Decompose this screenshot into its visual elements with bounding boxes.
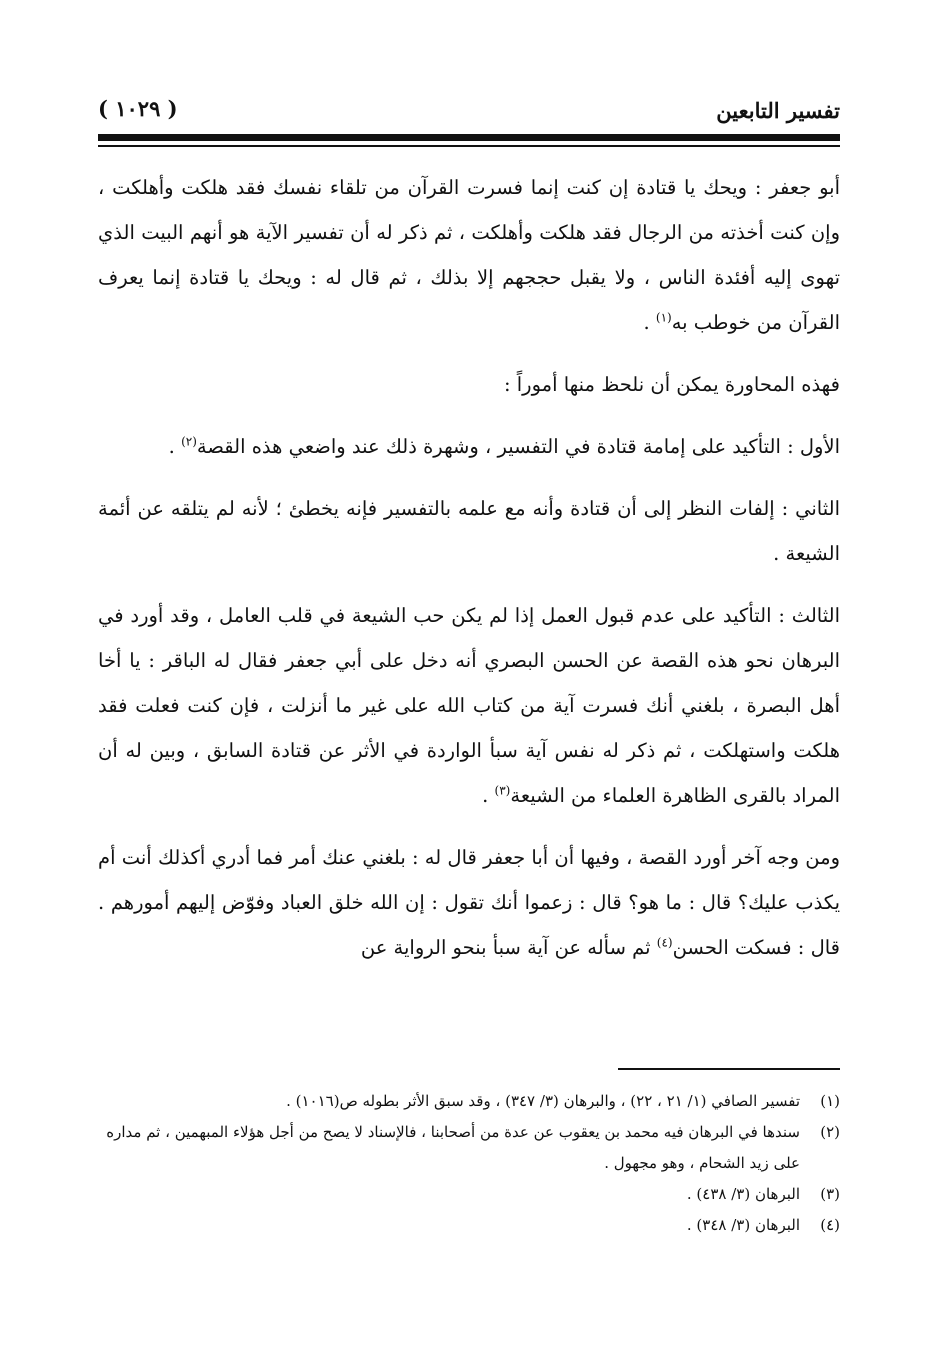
paragraph-tail: . bbox=[168, 435, 182, 458]
paragraph bbox=[98, 593, 840, 818]
paragraph-text: فهذه المحاورة يمكن أن نلحظ منها أموراً : bbox=[504, 373, 840, 396]
paragraph bbox=[98, 835, 840, 970]
page-header bbox=[98, 92, 840, 132]
footnote-ref: (٣) bbox=[494, 783, 511, 798]
paragraph-text: الأول : التأكيد على إمامة قتادة في التفسير ، وشهرة ذلك عند واضعي هذه القصة bbox=[196, 435, 840, 458]
footnote-text: سندها في البرهان فيه محمد بن يعقوب عن عدة من أصحابنا ، فالإسناد لا يصح من أجل هؤلاء المبهمين ، ثم مداره على زيد الشحام ، وهو مجهول . bbox=[106, 1123, 800, 1172]
header-rule-thick bbox=[98, 134, 840, 141]
paragraph-text: الثالث : التأكيد على عدم قبول العمل إذا لم يكن حب الشيعة في قلب العامل ، وقد أورد في البرهان نحو هذه القصة عن الحسن البصري أنه دخل على أبي جعفر فقال له الباقر : يا أخا أهل البصرة ، بلغني أنك فسرت آية من كتاب الله على غير ما أنزلت ، فإن كنت فعلت فقد هلكت واستهلكت ، ثم ذكر له نفس آية سبأ الواردة في الأثر عن قتادة السابق ، وبين له أن المراد بالقرى الظاهرة العلماء من الشيعة bbox=[98, 604, 840, 807]
page-number: ( ١٠٢٩ ) bbox=[98, 96, 178, 121]
footnote bbox=[98, 1086, 840, 1117]
footnote-ref: (٤) bbox=[656, 935, 673, 950]
footnote-number: (٢) bbox=[820, 1123, 840, 1141]
footnotes bbox=[98, 1086, 840, 1241]
paragraph-tail: ثم سأله عن آية سبأ بنحو الرواية عن bbox=[360, 936, 657, 959]
header-rule-thin bbox=[98, 145, 840, 147]
paragraph-tail: . bbox=[643, 311, 656, 334]
paragraph bbox=[98, 362, 840, 407]
paragraph-text: ومن وجه آخر أورد القصة ، وفيها أن أبا جعفر قال له : بلغني عنك أمر فما أدري أكذلك أنت أم يكذب عليك؟ قال : ما هو؟ قال : زعموا أنك تقول : إن الله خلق العباد وفوّض إليهم أمورهم . قال : فسكت الحسن bbox=[98, 846, 840, 959]
footnote-number: (٤) bbox=[820, 1216, 840, 1234]
paragraph-text: أبو جعفر : ويحك يا قتادة إن كنت إنما فسرت القرآن من تلقاء نفسك فقد هلكت وأهلكت ، وإن كنت أخذته من الرجال فقد هلكت وأهلكت ، ثم ذكر له أن تفسير الآية هو أنهم البيت الذي تهوى إليه أفئدة الناس ، ولا يقبل حججهم إلا بذلك ، ثم قال له : ويحك يا قتادة إنما يعرف القرآن من خوطب به bbox=[98, 176, 840, 334]
footnote-text: تفسير الصافي (١/ ٢١ ، ٢٢) ، والبرهان (٣/ ٣٤٧) ، وقد سبق الأثر بطوله ص(١٠١٦) . bbox=[286, 1092, 800, 1110]
footnote-number: (٣) bbox=[820, 1185, 840, 1203]
body-text bbox=[98, 165, 840, 987]
footnote bbox=[98, 1210, 840, 1241]
paragraph-tail: . bbox=[482, 784, 495, 807]
paragraph bbox=[98, 486, 840, 576]
footnote bbox=[98, 1179, 840, 1210]
footnote-ref: (١) bbox=[655, 310, 672, 325]
footnote-number: (١) bbox=[820, 1092, 840, 1110]
footnote-text: البرهان (٣/ ٤٣٨) . bbox=[686, 1185, 800, 1203]
paragraph bbox=[98, 424, 840, 469]
footnote-text: البرهان (٣/ ٣٤٨) . bbox=[686, 1216, 800, 1234]
footnote-separator bbox=[618, 1068, 840, 1070]
running-title: تفسير التابعين bbox=[716, 98, 840, 123]
footnote-ref: (٢) bbox=[181, 434, 197, 449]
footnote bbox=[98, 1117, 840, 1179]
paragraph-text: الثاني : إلفات النظر إلى أن قتادة وأنه مع علمه بالتفسير فإنه يخطئ ؛ لأنه لم يتلقه عن أئمة الشيعة . bbox=[98, 497, 840, 565]
paragraph bbox=[98, 165, 840, 345]
